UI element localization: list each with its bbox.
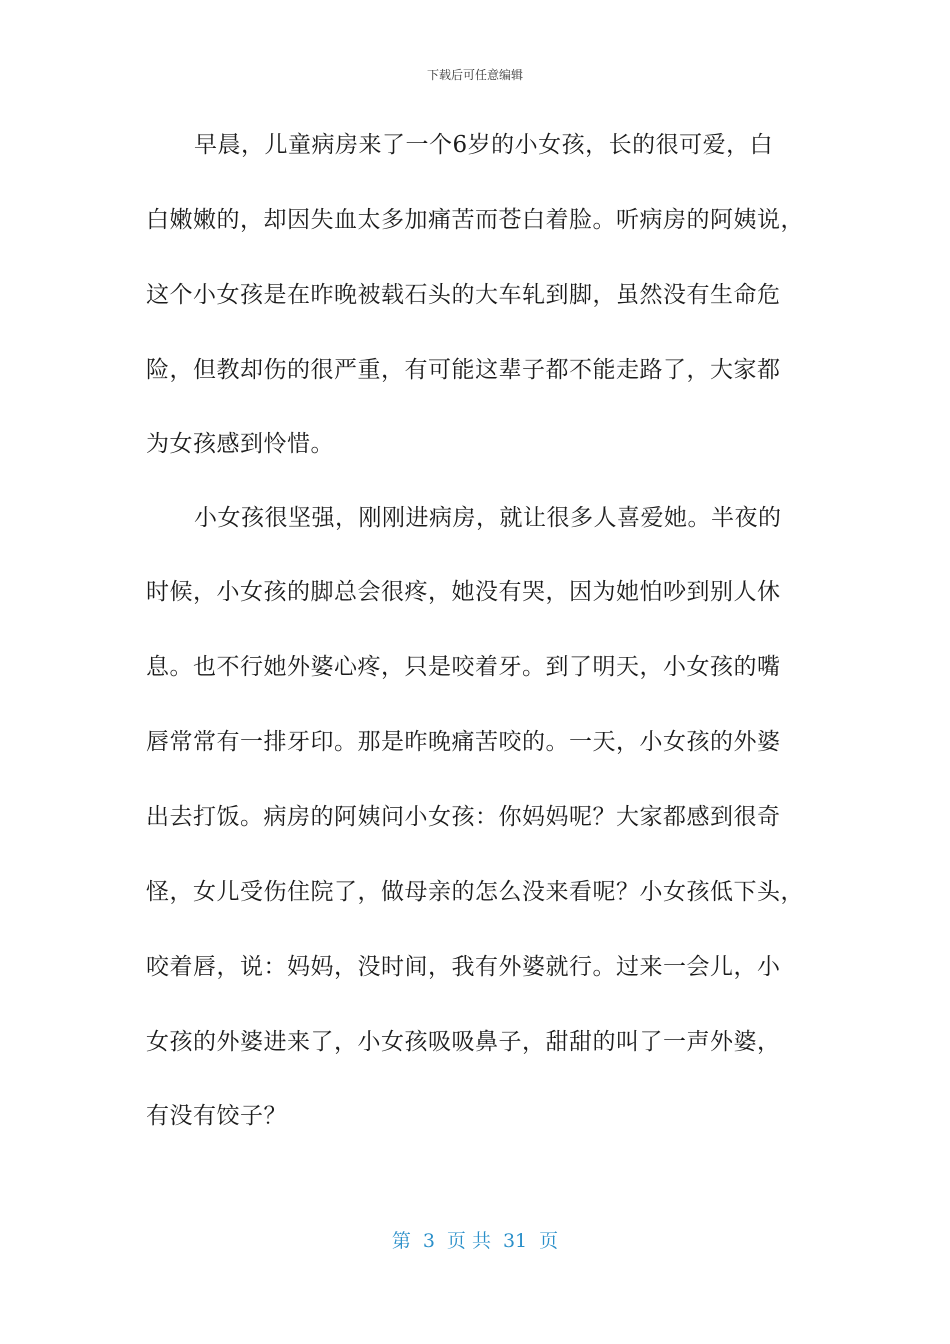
page-header: 下载后可任意编辑: [426, 68, 523, 82]
paragraph-1-line-2: 白嫩嫩的，却因失血太多加痛苦而苍白着脸。听病房的阿姨说，: [146, 207, 804, 233]
paragraph-2-line-4: 唇常常有一排牙印。那是昨晚痛苦咬的。一天，小女孩的外婆: [146, 729, 781, 755]
paragraph-1-line-4: 险，但教却伤的很严重，有可能这辈子都不能走路了，大家都: [146, 357, 781, 383]
paragraph-2-line-6: 怪，女儿受伤住院了，做母亲的怎么没来看呢？小女孩低下头，: [146, 879, 804, 905]
paragraph-2-line-7: 咬着唇，说：妈妈，没时间，我有外婆就行。过来一会儿，小: [146, 954, 781, 980]
paragraph-2-line-9: 有没有饺子？: [146, 1103, 287, 1129]
paragraph-1-line-3: 这个小女孩是在昨晚被载石头的大车轧到脚，虽然没有生命危: [146, 282, 781, 308]
paragraph-2-line-3: 息。也不行她外婆心疼，只是咬着牙。到了明天，小女孩的嘴: [146, 654, 781, 680]
paragraph-2-line-1: 小女孩很坚强，刚刚进病房，就让很多人喜爱她。半夜的: [194, 505, 782, 531]
footer-suffix: 页: [539, 1230, 559, 1252]
footer-page-number: 3: [422, 1230, 435, 1252]
paragraph-1-line-5: 为女孩感到怜惜。: [146, 431, 334, 457]
paragraph-2-line-8: 女孩的外婆进来了，小女孩吸吸鼻子，甜甜的叫了一声外婆，: [146, 1029, 781, 1055]
footer-total-pages: 31: [502, 1230, 528, 1252]
footer-middle: 页 共: [446, 1230, 491, 1252]
paragraph-1-line-1: 早晨，儿童病房来了一个6岁的小女孩，长的很可爱，白: [194, 132, 774, 158]
page-footer: [0, 1226, 950, 1253]
paragraph-2-line-5: 出去打饭。病房的阿姨问小女孩：你妈妈呢？大家都感到很奇: [146, 804, 781, 830]
paragraph-2-line-2: 时候，小女孩的脚总会很疼，她没有哭，因为她怕吵到别人休: [146, 579, 781, 605]
footer-prefix: 第: [391, 1230, 411, 1252]
